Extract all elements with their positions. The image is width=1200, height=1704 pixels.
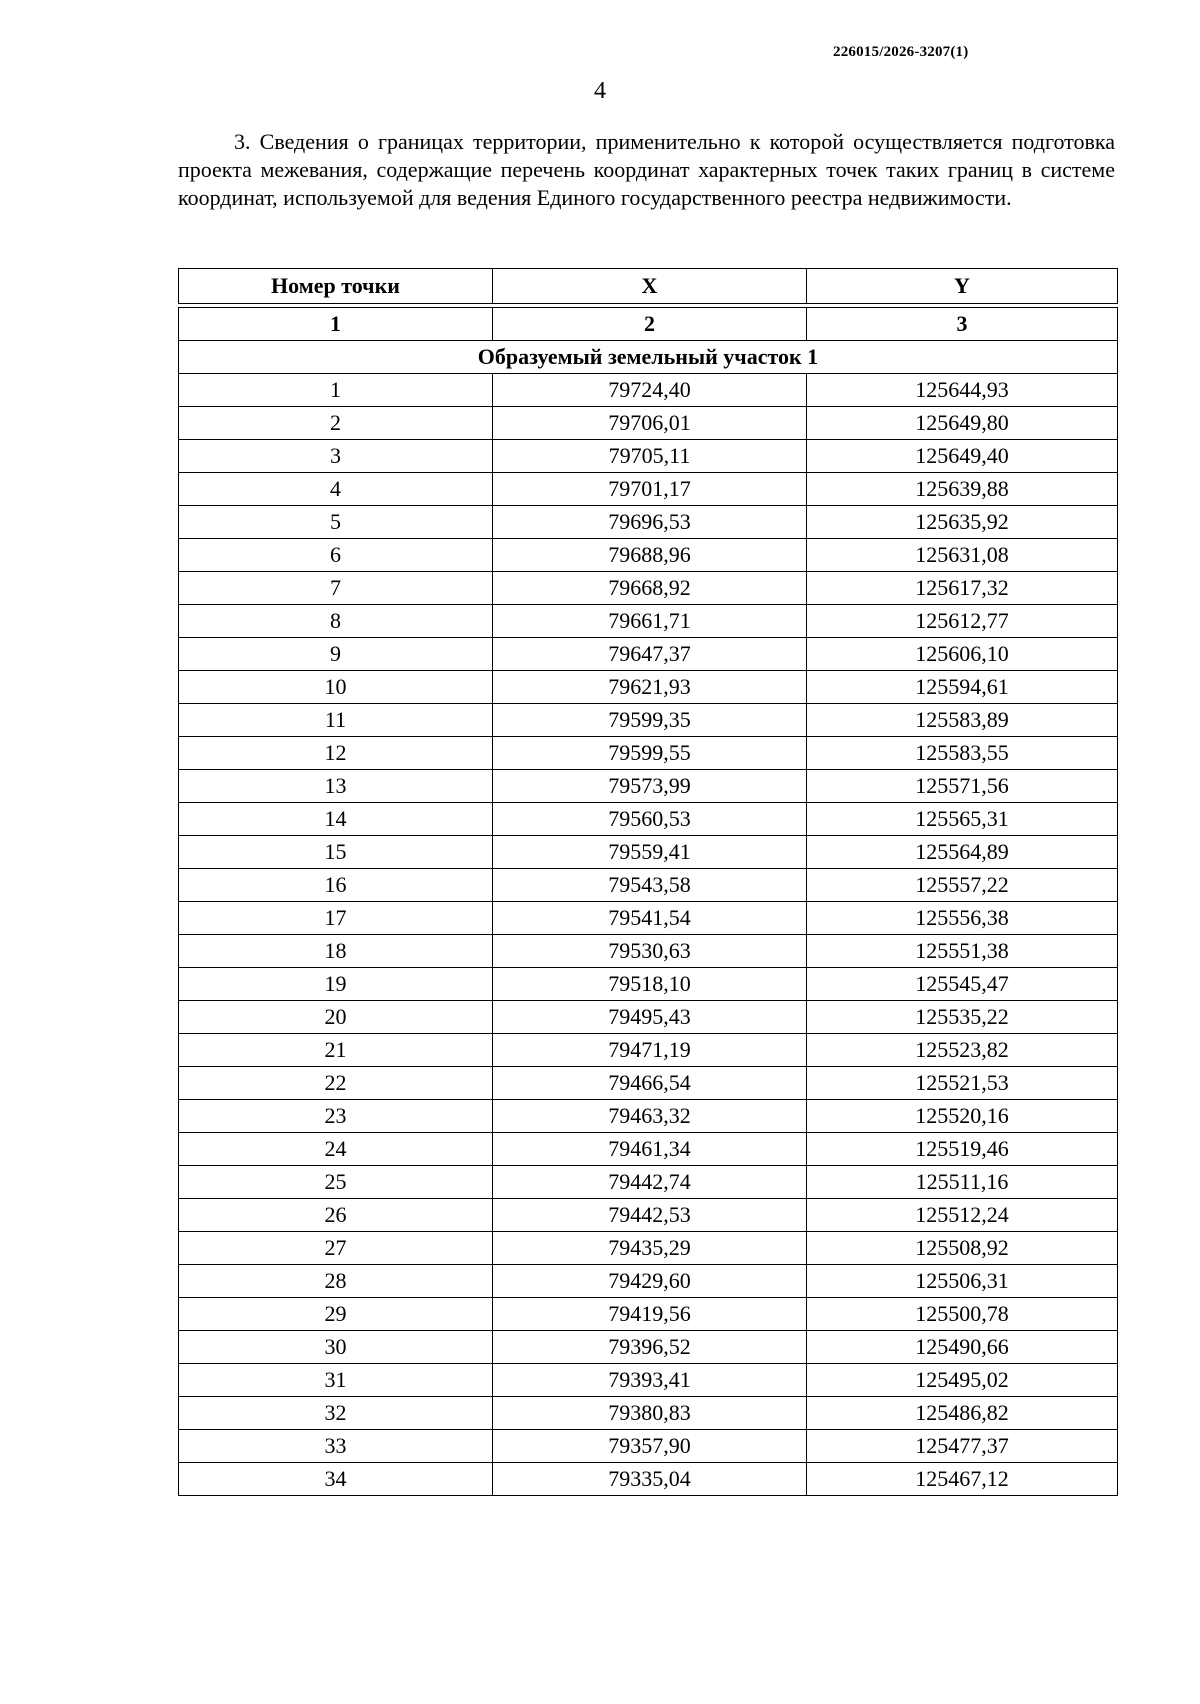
x-coordinate-cell: 79559,41	[493, 836, 807, 869]
y-coordinate-cell: 125477,37	[807, 1430, 1118, 1463]
point-number-cell: 28	[179, 1265, 493, 1298]
x-coordinate-cell: 79688,96	[493, 539, 807, 572]
table-row	[179, 539, 1118, 572]
point-number-cell: 30	[179, 1331, 493, 1364]
y-coordinate-cell: 125495,02	[807, 1364, 1118, 1397]
y-coordinate-cell: 125490,66	[807, 1331, 1118, 1364]
table-row	[179, 737, 1118, 770]
table-row	[179, 1364, 1118, 1397]
table-row	[179, 506, 1118, 539]
y-coordinate-cell: 125564,89	[807, 836, 1118, 869]
table-row	[179, 1463, 1118, 1496]
y-coordinate-cell: 125606,10	[807, 638, 1118, 671]
point-number-cell: 32	[179, 1397, 493, 1430]
table-row	[179, 803, 1118, 836]
x-coordinate-cell: 79647,37	[493, 638, 807, 671]
point-number-cell: 20	[179, 1001, 493, 1034]
header-y: Y	[807, 269, 1118, 304]
point-number-cell: 19	[179, 968, 493, 1001]
section-title: Образуемый земельный участок 1	[179, 341, 1118, 374]
y-coordinate-cell: 125571,56	[807, 770, 1118, 803]
point-number-cell: 29	[179, 1298, 493, 1331]
y-coordinate-cell: 125511,16	[807, 1166, 1118, 1199]
table-row	[179, 1067, 1118, 1100]
y-coordinate-cell: 125519,46	[807, 1133, 1118, 1166]
point-number-cell: 31	[179, 1364, 493, 1397]
x-coordinate-cell: 79724,40	[493, 374, 807, 407]
table-row	[179, 638, 1118, 671]
x-coordinate-cell: 79530,63	[493, 935, 807, 968]
point-number-cell: 2	[179, 407, 493, 440]
y-coordinate-cell: 125639,88	[807, 473, 1118, 506]
y-coordinate-cell: 125467,12	[807, 1463, 1118, 1496]
y-coordinate-cell: 125644,93	[807, 374, 1118, 407]
point-number-cell: 12	[179, 737, 493, 770]
y-coordinate-cell: 125508,92	[807, 1232, 1118, 1265]
x-coordinate-cell: 79543,58	[493, 869, 807, 902]
y-coordinate-cell: 125512,24	[807, 1199, 1118, 1232]
point-number-cell: 34	[179, 1463, 493, 1496]
point-number-cell: 16	[179, 869, 493, 902]
table-row	[179, 671, 1118, 704]
table-row	[179, 374, 1118, 407]
point-number-cell: 18	[179, 935, 493, 968]
table-row	[179, 1133, 1118, 1166]
point-number-cell: 27	[179, 1232, 493, 1265]
header-point-number: Номер точки	[179, 269, 493, 304]
column-numbering-row	[179, 308, 1118, 341]
y-coordinate-cell: 125649,80	[807, 407, 1118, 440]
table-row	[179, 1298, 1118, 1331]
table-row	[179, 1265, 1118, 1298]
point-number-cell: 10	[179, 671, 493, 704]
y-coordinate-cell: 125583,89	[807, 704, 1118, 737]
table-row	[179, 605, 1118, 638]
table-row	[179, 407, 1118, 440]
table-row	[179, 836, 1118, 869]
coordinates-table	[178, 268, 1118, 1496]
header-x: X	[493, 269, 807, 304]
point-number-cell: 4	[179, 473, 493, 506]
point-number-cell: 8	[179, 605, 493, 638]
y-coordinate-cell: 125545,47	[807, 968, 1118, 1001]
y-coordinate-cell: 125523,82	[807, 1034, 1118, 1067]
table-row	[179, 869, 1118, 902]
x-coordinate-cell: 79696,53	[493, 506, 807, 539]
point-number-cell: 23	[179, 1100, 493, 1133]
table-row	[179, 704, 1118, 737]
y-coordinate-cell: 125649,40	[807, 440, 1118, 473]
point-number-cell: 9	[179, 638, 493, 671]
table-row	[179, 1232, 1118, 1265]
y-coordinate-cell: 125521,53	[807, 1067, 1118, 1100]
x-coordinate-cell: 79668,92	[493, 572, 807, 605]
point-number-cell: 24	[179, 1133, 493, 1166]
table-row	[179, 440, 1118, 473]
x-coordinate-cell: 79357,90	[493, 1430, 807, 1463]
x-coordinate-cell: 79599,35	[493, 704, 807, 737]
point-number-cell: 11	[179, 704, 493, 737]
table-row	[179, 1430, 1118, 1463]
point-number-cell: 22	[179, 1067, 493, 1100]
x-coordinate-cell: 79429,60	[493, 1265, 807, 1298]
x-coordinate-cell: 79396,52	[493, 1331, 807, 1364]
point-number-cell: 14	[179, 803, 493, 836]
point-number-cell: 33	[179, 1430, 493, 1463]
column-number-1: 1	[179, 308, 493, 341]
x-coordinate-cell: 79573,99	[493, 770, 807, 803]
table-row	[179, 1100, 1118, 1133]
document-id: 226015/2026-3207(1)	[833, 44, 969, 60]
point-number-cell: 1	[179, 374, 493, 407]
x-coordinate-cell: 79442,74	[493, 1166, 807, 1199]
point-number-cell: 7	[179, 572, 493, 605]
column-number-3: 3	[807, 308, 1118, 341]
point-number-cell: 15	[179, 836, 493, 869]
x-coordinate-cell: 79463,32	[493, 1100, 807, 1133]
table-row	[179, 1166, 1118, 1199]
table-row	[179, 572, 1118, 605]
table-row	[179, 473, 1118, 506]
y-coordinate-cell: 125612,77	[807, 605, 1118, 638]
x-coordinate-cell: 79435,29	[493, 1232, 807, 1265]
table-row	[179, 770, 1118, 803]
y-coordinate-cell: 125565,31	[807, 803, 1118, 836]
y-coordinate-cell: 125557,22	[807, 869, 1118, 902]
x-coordinate-cell: 79599,55	[493, 737, 807, 770]
y-coordinate-cell: 125506,31	[807, 1265, 1118, 1298]
x-coordinate-cell: 79560,53	[493, 803, 807, 836]
table-row	[179, 935, 1118, 968]
point-number-cell: 6	[179, 539, 493, 572]
point-number-cell: 17	[179, 902, 493, 935]
y-coordinate-cell: 125617,32	[807, 572, 1118, 605]
column-number-2: 2	[493, 308, 807, 341]
point-number-cell: 26	[179, 1199, 493, 1232]
table-row	[179, 902, 1118, 935]
y-coordinate-cell: 125594,61	[807, 671, 1118, 704]
x-coordinate-cell: 79419,56	[493, 1298, 807, 1331]
x-coordinate-cell: 79393,41	[493, 1364, 807, 1397]
x-coordinate-cell: 79471,19	[493, 1034, 807, 1067]
x-coordinate-cell: 79380,83	[493, 1397, 807, 1430]
x-coordinate-cell: 79442,53	[493, 1199, 807, 1232]
intro-paragraph: 3. Сведения о границах территории, применительно к которой осуществляется подготовка проекта межевания, содержащие перечень координат характерных точек таких границ в системе координат, используемой для ведения Единого государственного реестра недвижимости.	[178, 129, 1115, 210]
x-coordinate-cell: 79495,43	[493, 1001, 807, 1034]
table-row	[179, 1001, 1118, 1034]
y-coordinate-cell: 125500,78	[807, 1298, 1118, 1331]
point-number-cell: 21	[179, 1034, 493, 1067]
y-coordinate-cell: 125631,08	[807, 539, 1118, 572]
x-coordinate-cell: 79705,11	[493, 440, 807, 473]
y-coordinate-cell: 125551,38	[807, 935, 1118, 968]
x-coordinate-cell: 79706,01	[493, 407, 807, 440]
point-number-cell: 25	[179, 1166, 493, 1199]
y-coordinate-cell: 125486,82	[807, 1397, 1118, 1430]
y-coordinate-cell: 125556,38	[807, 902, 1118, 935]
point-number-cell: 3	[179, 440, 493, 473]
table-row	[179, 1034, 1118, 1067]
x-coordinate-cell: 79461,34	[493, 1133, 807, 1166]
y-coordinate-cell: 125535,22	[807, 1001, 1118, 1034]
table-row	[179, 1331, 1118, 1364]
x-coordinate-cell: 79335,04	[493, 1463, 807, 1496]
point-number-cell: 5	[179, 506, 493, 539]
y-coordinate-cell: 125520,16	[807, 1100, 1118, 1133]
page-number: 4	[594, 78, 606, 104]
point-number-cell: 13	[179, 770, 493, 803]
section-row	[179, 341, 1118, 374]
table-row	[179, 968, 1118, 1001]
table-row	[179, 1397, 1118, 1430]
x-coordinate-cell: 79466,54	[493, 1067, 807, 1100]
table-header-row	[179, 269, 1118, 304]
x-coordinate-cell: 79661,71	[493, 605, 807, 638]
y-coordinate-cell: 125635,92	[807, 506, 1118, 539]
x-coordinate-cell: 79621,93	[493, 671, 807, 704]
x-coordinate-cell: 79701,17	[493, 473, 807, 506]
x-coordinate-cell: 79518,10	[493, 968, 807, 1001]
y-coordinate-cell: 125583,55	[807, 737, 1118, 770]
table-row	[179, 1199, 1118, 1232]
x-coordinate-cell: 79541,54	[493, 902, 807, 935]
